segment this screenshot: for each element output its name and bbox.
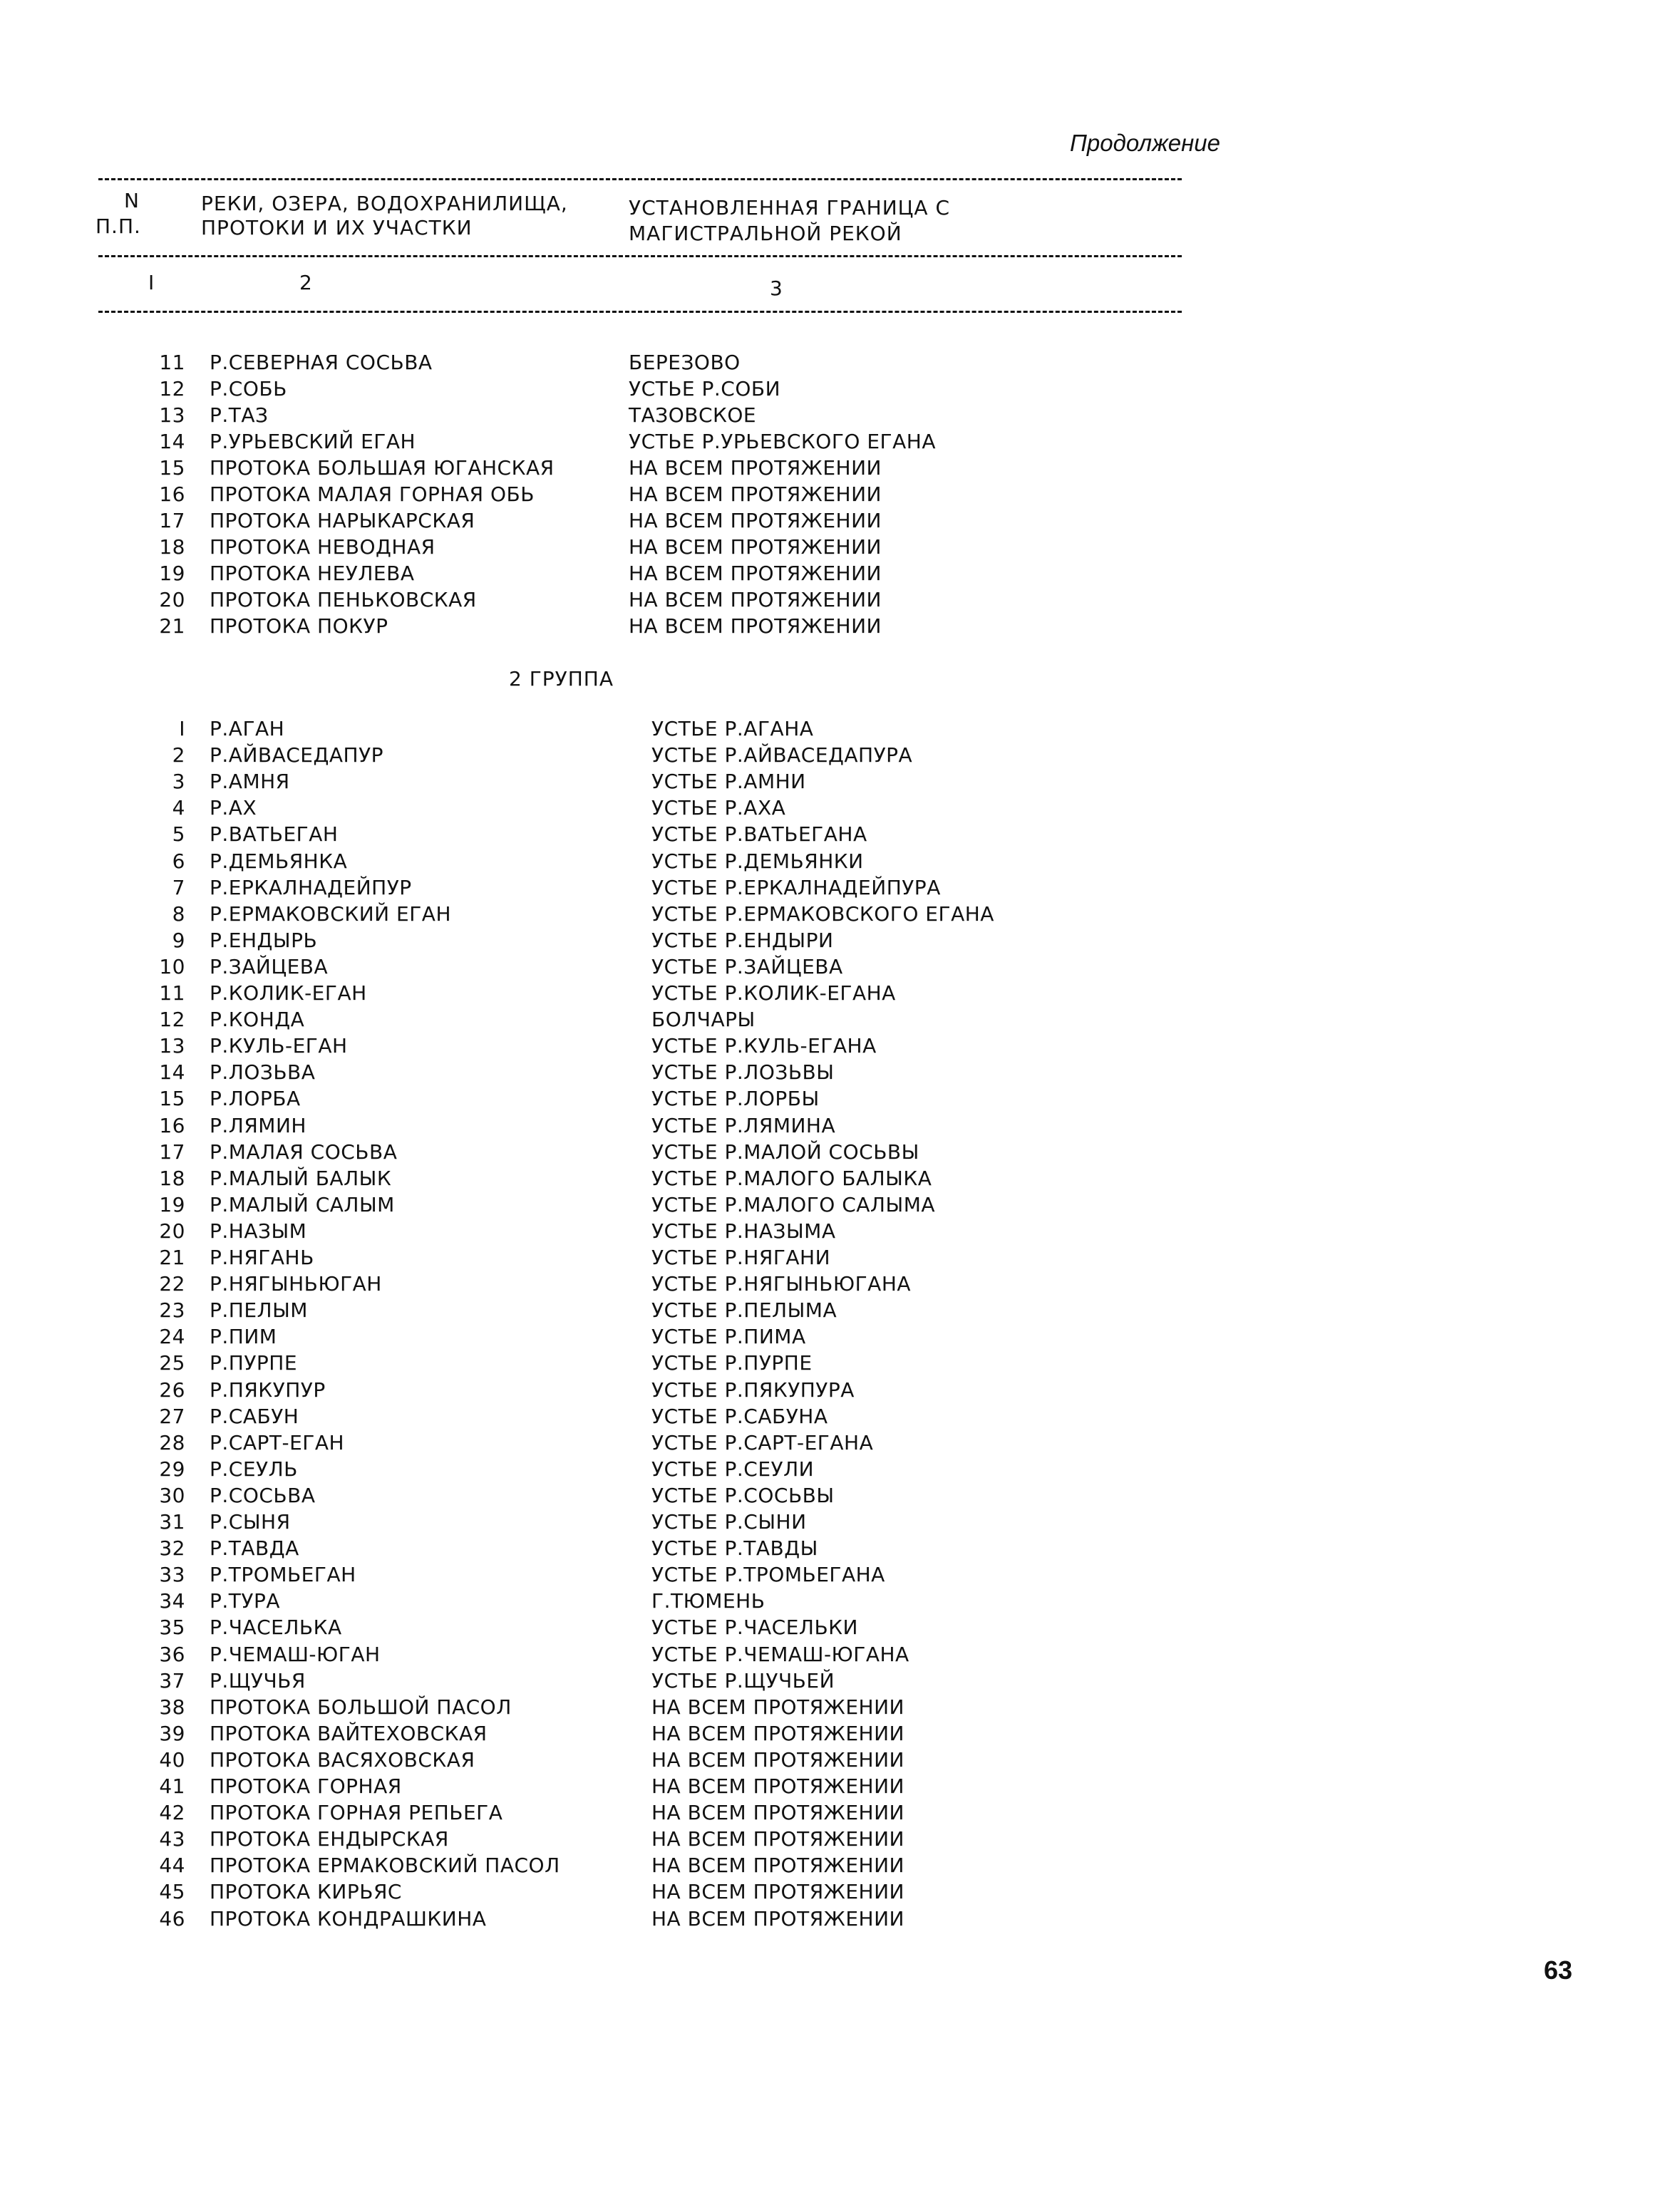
row-number: 38 xyxy=(159,1695,185,1719)
row-number: 20 xyxy=(159,1219,185,1243)
boundary-value: УСТЬЕ Р.НЯГАНИ xyxy=(651,1246,831,1269)
row-number: I xyxy=(179,717,185,740)
boundary-value: УСТЬЕ Р.ЛОЗЬВЫ xyxy=(651,1060,835,1085)
row-number: 16 xyxy=(159,1113,185,1137)
water-body-name: ПРОТОКА ГОРНАЯ РЕПЬЕГА xyxy=(210,1801,503,1825)
boundary-value: НА ВСЕМ ПРОТЯЖЕНИИ xyxy=(651,1695,904,1719)
water-body-name: ПРОТОКА ЕНДЫРСКАЯ xyxy=(210,1827,449,1851)
table-row xyxy=(0,1826,1665,1852)
water-body-name: Р.КОЛИК-ЕГАН xyxy=(210,981,367,1005)
boundary-value: УСТЬЕ Р.МАЛОГО САЛЫМА xyxy=(651,1192,936,1216)
row-number: 24 xyxy=(159,1325,185,1349)
boundary-value: УСТЬЕ Р.АМНИ xyxy=(651,770,806,794)
water-body-name: Р.ЕРМАКОВСКИЙ ЕГАН xyxy=(210,901,451,926)
boundary-value: УСТЬЕ Р.КУЛЬ-ЕГАНА xyxy=(651,1034,877,1058)
boundary-value: БЕРЕЗОВО xyxy=(629,351,741,374)
table-row xyxy=(0,953,1665,980)
water-body-name: ПРОТОКА БОЛЬШОЙ ПАСОЛ xyxy=(210,1695,512,1719)
table-row xyxy=(0,1059,1665,1085)
row-number: 4 xyxy=(172,796,185,820)
row-number: 16 xyxy=(159,482,185,506)
table-row xyxy=(0,1244,1665,1271)
header-mid-rule xyxy=(98,255,1182,257)
table-row xyxy=(0,1323,1665,1350)
table-row xyxy=(0,1085,1665,1112)
water-body-name: ПРОТОКА МАЛАЯ ГОРНАЯ ОБЬ xyxy=(210,482,535,506)
water-body-name: Р.СЕВЕРНАЯ СОСЬВА xyxy=(210,351,433,374)
table-row xyxy=(0,507,1665,534)
water-body-name: ПРОТОКА НЕУЛЕВА xyxy=(210,562,415,585)
table-row xyxy=(0,1720,1665,1747)
water-body-name: Р.ЗАЙЦЕВА xyxy=(210,954,329,978)
water-body-name: Р.АЙВАСЕДАПУР xyxy=(210,743,384,768)
boundary-value: УСТЬЕ Р.ЛЯМИНА xyxy=(651,1113,836,1137)
boundary-value: УСТЬЕ Р.ЕНДЫРИ xyxy=(651,928,834,952)
water-body-name: Р.АМНЯ xyxy=(210,770,290,794)
table-row xyxy=(0,376,1665,402)
page-number: 63 xyxy=(1544,1955,1573,1985)
water-body-name: Р.НАЗЫМ xyxy=(210,1219,307,1243)
row-number: 14 xyxy=(159,1060,185,1085)
row-number: 25 xyxy=(159,1351,185,1375)
water-body-name: ПРОТОКА НАРЫКАРСКАЯ xyxy=(210,509,475,532)
boundary-value: УСТЬЕ Р.НЯГЫНЬЮГАНА xyxy=(651,1272,912,1296)
boundary-value: УСТЬЕ Р.СОСЬВЫ xyxy=(651,1483,835,1507)
boundary-value: УСТЬЕ Р.ЕРКАЛНАДЕЙПУРА xyxy=(651,875,941,899)
row-number: 11 xyxy=(159,981,185,1005)
table-row xyxy=(0,1641,1665,1668)
table-row xyxy=(0,1509,1665,1535)
table-row xyxy=(0,586,1665,613)
water-body-name: ПРОТОКА БОЛЬШАЯ ЮГАНСКАЯ xyxy=(210,456,555,480)
water-body-name: Р.ТУРА xyxy=(210,1589,280,1613)
header-col2-line1: РЕКИ, ОЗЕРА, ВОДОХРАНИЛИЩА, xyxy=(201,192,568,215)
boundary-value: НА ВСЕМ ПРОТЯЖЕНИИ xyxy=(651,1906,904,1931)
boundary-value: УСТЬЕ Р.ПИМА xyxy=(651,1325,806,1349)
row-number: 31 xyxy=(159,1510,185,1534)
table-row xyxy=(0,402,1665,428)
header-col1-line1: N xyxy=(124,189,140,212)
table-row xyxy=(0,768,1665,795)
boundary-value: НА ВСЕМ ПРОТЯЖЕНИИ xyxy=(651,1854,904,1878)
boundary-value: УСТЬЕ Р.АХА xyxy=(651,796,786,820)
column-number-3: 3 xyxy=(770,276,783,300)
row-number: 13 xyxy=(159,403,185,427)
continuation-label: Продолжение xyxy=(1069,130,1220,156)
header-col3-line1: УСТАНОВЛЕННАЯ ГРАНИЦА С xyxy=(629,196,950,219)
table-row xyxy=(0,1165,1665,1192)
water-body-name: Р.КУЛЬ-ЕГАН xyxy=(210,1034,348,1058)
table-row xyxy=(0,1271,1665,1297)
column-number-2: 2 xyxy=(299,271,312,294)
row-number: 39 xyxy=(159,1721,185,1745)
table-row xyxy=(0,613,1665,639)
boundary-value: УСТЬЕ Р.ЗАЙЦЕВА xyxy=(651,954,843,978)
boundary-value: УСТЬЕ Р.МАЛОЙ СОСЬВЫ xyxy=(651,1139,919,1164)
water-body-name: Р.ЧЕМАШ-ЮГАН xyxy=(210,1642,381,1666)
water-body-name: Р.САБУН xyxy=(210,1404,299,1428)
water-body-name: Р.АХ xyxy=(210,796,257,820)
water-body-name: Р.СЕУЛЬ xyxy=(210,1457,298,1481)
row-number: 41 xyxy=(159,1774,185,1798)
water-body-name: Р.МАЛЫЙ САЛЫМ xyxy=(210,1192,395,1216)
table-row xyxy=(0,1218,1665,1244)
row-number: 8 xyxy=(172,901,185,926)
row-number: 18 xyxy=(159,1166,185,1190)
boundary-value: БОЛЧАРЫ xyxy=(651,1008,756,1032)
boundary-value: УСТЬЕ Р.ПЕЛЫМА xyxy=(651,1298,837,1323)
table-row xyxy=(0,1456,1665,1482)
water-body-name: Р.НЯГЫНЬЮГАН xyxy=(210,1272,382,1296)
boundary-value: НА ВСЕМ ПРОТЯЖЕНИИ xyxy=(651,1721,904,1745)
water-body-name: Р.СЫНЯ xyxy=(210,1510,291,1534)
table-row xyxy=(0,1482,1665,1509)
row-number: 20 xyxy=(159,588,185,611)
water-body-name: Р.ЛОЗЬВА xyxy=(210,1060,316,1085)
water-body-name: ПРОТОКА ПОКУР xyxy=(210,614,388,638)
table-row xyxy=(0,1799,1665,1826)
row-number: 21 xyxy=(159,1246,185,1269)
boundary-value: НА ВСЕМ ПРОТЯЖЕНИИ xyxy=(629,456,882,480)
boundary-value: ТАЗОВСКОЕ xyxy=(629,403,757,427)
row-number: 29 xyxy=(159,1457,185,1481)
boundary-value: УСТЬЕ Р.ЕРМАКОВСКОГО ЕГАНА xyxy=(651,901,994,926)
water-body-name: Р.ЧАСЕЛЬКА xyxy=(210,1616,342,1640)
table-row xyxy=(0,715,1665,742)
row-number: 13 xyxy=(159,1034,185,1058)
table-row xyxy=(0,1403,1665,1430)
row-number: 2 xyxy=(172,743,185,768)
water-body-name: Р.МАЛАЯ СОСЬВА xyxy=(210,1139,398,1164)
water-body-name: Р.ТАЗ xyxy=(210,403,269,427)
row-number: 28 xyxy=(159,1430,185,1454)
water-body-name: ПРОТОКА КОНДРАШКИНА xyxy=(210,1906,487,1931)
table-row xyxy=(0,1192,1665,1218)
water-body-name: Р.ЛЯМИН xyxy=(210,1113,306,1137)
boundary-value: НА ВСЕМ ПРОТЯЖЕНИИ xyxy=(629,509,882,532)
water-body-name: Р.ЕНДЫРЬ xyxy=(210,928,318,952)
boundary-value: НА ВСЕМ ПРОТЯЖЕНИИ xyxy=(651,1827,904,1851)
table-row xyxy=(0,349,1665,376)
row-number: 37 xyxy=(159,1668,185,1692)
boundary-value: НА ВСЕМ ПРОТЯЖЕНИИ xyxy=(629,535,882,559)
row-number: 11 xyxy=(159,351,185,374)
row-number: 44 xyxy=(159,1854,185,1878)
boundary-value: УСТЬЕ Р.САБУНА xyxy=(651,1404,828,1428)
table-row xyxy=(0,1668,1665,1694)
boundary-value: УСТЬЕ Р.УРЬЕВСКОГО ЕГАНА xyxy=(629,430,936,453)
table-row xyxy=(0,1297,1665,1323)
row-number: 40 xyxy=(159,1747,185,1772)
boundary-value: УСТЬЕ Р.СЕУЛИ xyxy=(651,1457,815,1481)
boundary-value: УСТЬЕ Р.СОБИ xyxy=(629,377,781,400)
row-number: 46 xyxy=(159,1906,185,1931)
boundary-value: УСТЬЕ Р.ЧЕМАШ-ЮГАНА xyxy=(651,1642,909,1666)
water-body-name: ПРОТОКА ВАСЯХОВСКАЯ xyxy=(210,1747,475,1772)
water-body-name: Р.УРЬЕВСКИЙ ЕГАН xyxy=(210,430,416,453)
row-number: 32 xyxy=(159,1536,185,1561)
table-row xyxy=(0,1878,1665,1905)
table-row xyxy=(0,560,1665,586)
header-col3-line2: МАГИСТРАЛЬНОЙ РЕКОЙ xyxy=(629,222,902,245)
table-row xyxy=(0,1430,1665,1456)
table-row xyxy=(0,848,1665,874)
water-body-name: Р.САРТ-ЕГАН xyxy=(210,1430,345,1454)
table-row xyxy=(0,1694,1665,1720)
boundary-value: УСТЬЕ Р.ЩУЧЬЕЙ xyxy=(651,1668,835,1692)
boundary-value: УСТЬЕ Р.ПУРПЕ xyxy=(651,1351,813,1375)
row-number: 30 xyxy=(159,1483,185,1507)
table-row xyxy=(0,1852,1665,1878)
table-row xyxy=(0,1033,1665,1059)
water-body-name: Р.ТАВДА xyxy=(210,1536,299,1561)
table-row xyxy=(0,980,1665,1006)
table-row xyxy=(0,874,1665,901)
table-row xyxy=(0,1614,1665,1640)
boundary-value: НА ВСЕМ ПРОТЯЖЕНИИ xyxy=(629,482,882,506)
row-number: 22 xyxy=(159,1272,185,1296)
table-row xyxy=(0,1773,1665,1799)
water-body-name: ПРОТОКА ГОРНАЯ xyxy=(210,1774,402,1798)
row-number: 3 xyxy=(172,770,185,794)
row-number: 36 xyxy=(159,1642,185,1666)
row-number: 26 xyxy=(159,1378,185,1402)
boundary-value: НА ВСЕМ ПРОТЯЖЕНИИ xyxy=(651,1880,904,1904)
row-number: 43 xyxy=(159,1827,185,1851)
row-number: 45 xyxy=(159,1880,185,1904)
row-number: 15 xyxy=(159,456,185,480)
water-body-name: ПРОТОКА ПЕНЬКОВСКАЯ xyxy=(210,588,477,611)
boundary-value: УСТЬЕ Р.ТРОМЬЕГАНА xyxy=(651,1563,885,1587)
water-body-name: ПРОТОКА КИРЬЯС xyxy=(210,1880,402,1904)
water-body-name: Р.МАЛЫЙ БАЛЫК xyxy=(210,1166,392,1190)
boundary-value: УСТЬЕ Р.ЛОРБЫ xyxy=(651,1087,820,1111)
column-number-1: I xyxy=(148,271,155,294)
row-number: 6 xyxy=(172,849,185,873)
water-body-name: Р.ПИМ xyxy=(210,1325,277,1349)
table-row xyxy=(0,742,1665,768)
row-number: 19 xyxy=(159,1192,185,1216)
row-number: 12 xyxy=(159,1008,185,1032)
boundary-value: НА ВСЕМ ПРОТЯЖЕНИИ xyxy=(651,1774,904,1798)
row-number: 23 xyxy=(159,1298,185,1323)
water-body-name: Р.ВАТЬЕГАН xyxy=(210,822,339,847)
table-row xyxy=(0,1561,1665,1588)
water-body-name: Р.ЛОРБА xyxy=(210,1087,301,1111)
water-body-name: Р.ПУРПЕ xyxy=(210,1351,298,1375)
row-number: 18 xyxy=(159,535,185,559)
water-body-name: Р.ПЯКУПУР xyxy=(210,1378,326,1402)
table-row xyxy=(0,795,1665,821)
row-number: 27 xyxy=(159,1404,185,1428)
table-row xyxy=(0,927,1665,953)
boundary-value: УСТЬЕ Р.ДЕМЬЯНКИ xyxy=(651,849,864,873)
table-row xyxy=(0,481,1665,507)
table-row xyxy=(0,1747,1665,1773)
table-row xyxy=(0,534,1665,560)
water-body-name: Р.СОСЬВА xyxy=(210,1483,316,1507)
boundary-value: НА ВСЕМ ПРОТЯЖЕНИИ xyxy=(629,614,882,638)
boundary-value: УСТЬЕ Р.ТАВДЫ xyxy=(651,1536,818,1561)
boundary-value: УСТЬЕ Р.ЧАСЕЛЬКИ xyxy=(651,1616,858,1640)
boundary-value: УСТЬЕ Р.МАЛОГО БАЛЫКА xyxy=(651,1166,932,1190)
boundary-value: НА ВСЕМ ПРОТЯЖЕНИИ xyxy=(651,1801,904,1825)
header-col2-line2: ПРОТОКИ И ИХ УЧАСТКИ xyxy=(201,216,473,239)
water-body-name: Р.ЩУЧЬЯ xyxy=(210,1668,306,1692)
water-body-name: Р.КОНДА xyxy=(210,1008,305,1032)
table-row xyxy=(0,1139,1665,1165)
water-body-name: ПРОТОКА НЕВОДНАЯ xyxy=(210,535,435,559)
row-number: 33 xyxy=(159,1563,185,1587)
water-body-name: Р.ТРОМЬЕГАН xyxy=(210,1563,356,1587)
row-number: 10 xyxy=(159,954,185,978)
row-number: 9 xyxy=(172,928,185,952)
boundary-value: НА ВСЕМ ПРОТЯЖЕНИИ xyxy=(629,562,882,585)
row-number: 15 xyxy=(159,1087,185,1111)
water-body-name: Р.НЯГАНЬ xyxy=(210,1246,314,1269)
table-row xyxy=(0,1588,1665,1614)
water-body-name: ПРОТОКА ЕРМАКОВСКИЙ ПАСОЛ xyxy=(210,1854,560,1878)
boundary-value: УСТЬЕ Р.КОЛИК-ЕГАНА xyxy=(651,981,896,1005)
row-number: 7 xyxy=(172,875,185,899)
table-row xyxy=(0,428,1665,455)
boundary-value: НА ВСЕМ ПРОТЯЖЕНИИ xyxy=(651,1747,904,1772)
table-row xyxy=(0,821,1665,847)
table-top-rule xyxy=(98,178,1182,180)
water-body-name: Р.СОБЬ xyxy=(210,377,287,400)
table-row xyxy=(0,1377,1665,1403)
row-number: 21 xyxy=(159,614,185,638)
row-number: 35 xyxy=(159,1616,185,1640)
table-row xyxy=(0,1006,1665,1033)
boundary-value: Г.ТЮМЕНЬ xyxy=(651,1589,766,1613)
table-row xyxy=(0,1906,1665,1932)
table-row xyxy=(0,901,1665,927)
row-number: 14 xyxy=(159,430,185,453)
row-number: 5 xyxy=(172,822,185,847)
water-body-name: Р.ЕРКАЛНАДЕЙПУР xyxy=(210,875,412,899)
row-number: 19 xyxy=(159,562,185,585)
group2-title: 2 ГРУППА xyxy=(509,667,614,691)
boundary-value: НА ВСЕМ ПРОТЯЖЕНИИ xyxy=(629,588,882,611)
boundary-value: УСТЬЕ Р.ВАТЬЕГАНА xyxy=(651,822,867,847)
boundary-value: УСТЬЕ Р.НАЗЫМА xyxy=(651,1219,836,1243)
boundary-value: УСТЬЕ Р.ПЯКУПУРА xyxy=(651,1378,855,1402)
boundary-value: УСТЬЕ Р.СЫНИ xyxy=(651,1510,807,1534)
water-body-name: Р.ПЕЛЫМ xyxy=(210,1298,308,1323)
water-body-name: Р.ДЕМЬЯНКА xyxy=(210,849,348,873)
boundary-value: УСТЬЕ Р.АЙВАСЕДАПУРА xyxy=(651,743,913,768)
row-number: 34 xyxy=(159,1589,185,1613)
water-body-name: ПРОТОКА ВАЙТЕХОВСКАЯ xyxy=(210,1721,488,1745)
table-row xyxy=(0,1350,1665,1376)
row-number: 17 xyxy=(159,1139,185,1164)
row-number: 17 xyxy=(159,509,185,532)
boundary-value: УСТЬЕ Р.АГАНА xyxy=(651,717,814,740)
table-row xyxy=(0,455,1665,481)
boundary-value: УСТЬЕ Р.САРТ-ЕГАНА xyxy=(651,1430,874,1454)
table-row xyxy=(0,1535,1665,1561)
header-bottom-rule xyxy=(98,311,1182,313)
row-number: 12 xyxy=(159,377,185,400)
table-row xyxy=(0,1112,1665,1139)
row-number: 42 xyxy=(159,1801,185,1825)
water-body-name: Р.АГАН xyxy=(210,717,285,740)
header-col1-line2: П.П. xyxy=(96,215,141,238)
